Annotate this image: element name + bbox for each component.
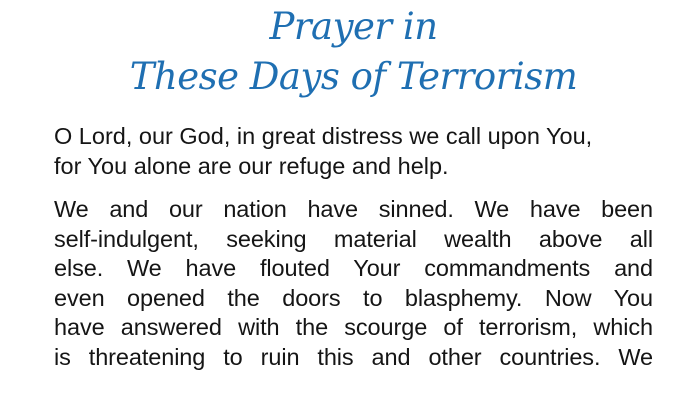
paragraph-2	[54, 195, 653, 372]
paragraph-line: have answered with the scourge of terrorism, which	[54, 314, 653, 340]
paragraph-line: self-indulgent, seeking material wealth above all	[54, 225, 653, 252]
title-line-1: Prayer in	[269, 5, 438, 48]
paragraph-line: for You alone are our refuge and help.	[54, 152, 449, 179]
title-line-2: These Days of Terrorism	[129, 55, 578, 98]
paragraph-line: is threatening to ruin this and other countries. We	[54, 343, 653, 370]
paragraph-line: even opened the doors to blasphemy. Now You	[54, 284, 653, 311]
paragraph-line: O Lord, our God, in great distress we call upon You,	[54, 123, 593, 149]
paragraph-line: else. We have flouted Your commandments and	[54, 255, 653, 281]
paragraph-line: We and our nation have sinned. We have been	[54, 196, 653, 222]
page-title	[54, 0, 653, 102]
prayer-body	[54, 122, 653, 372]
paragraph-1	[54, 122, 653, 181]
